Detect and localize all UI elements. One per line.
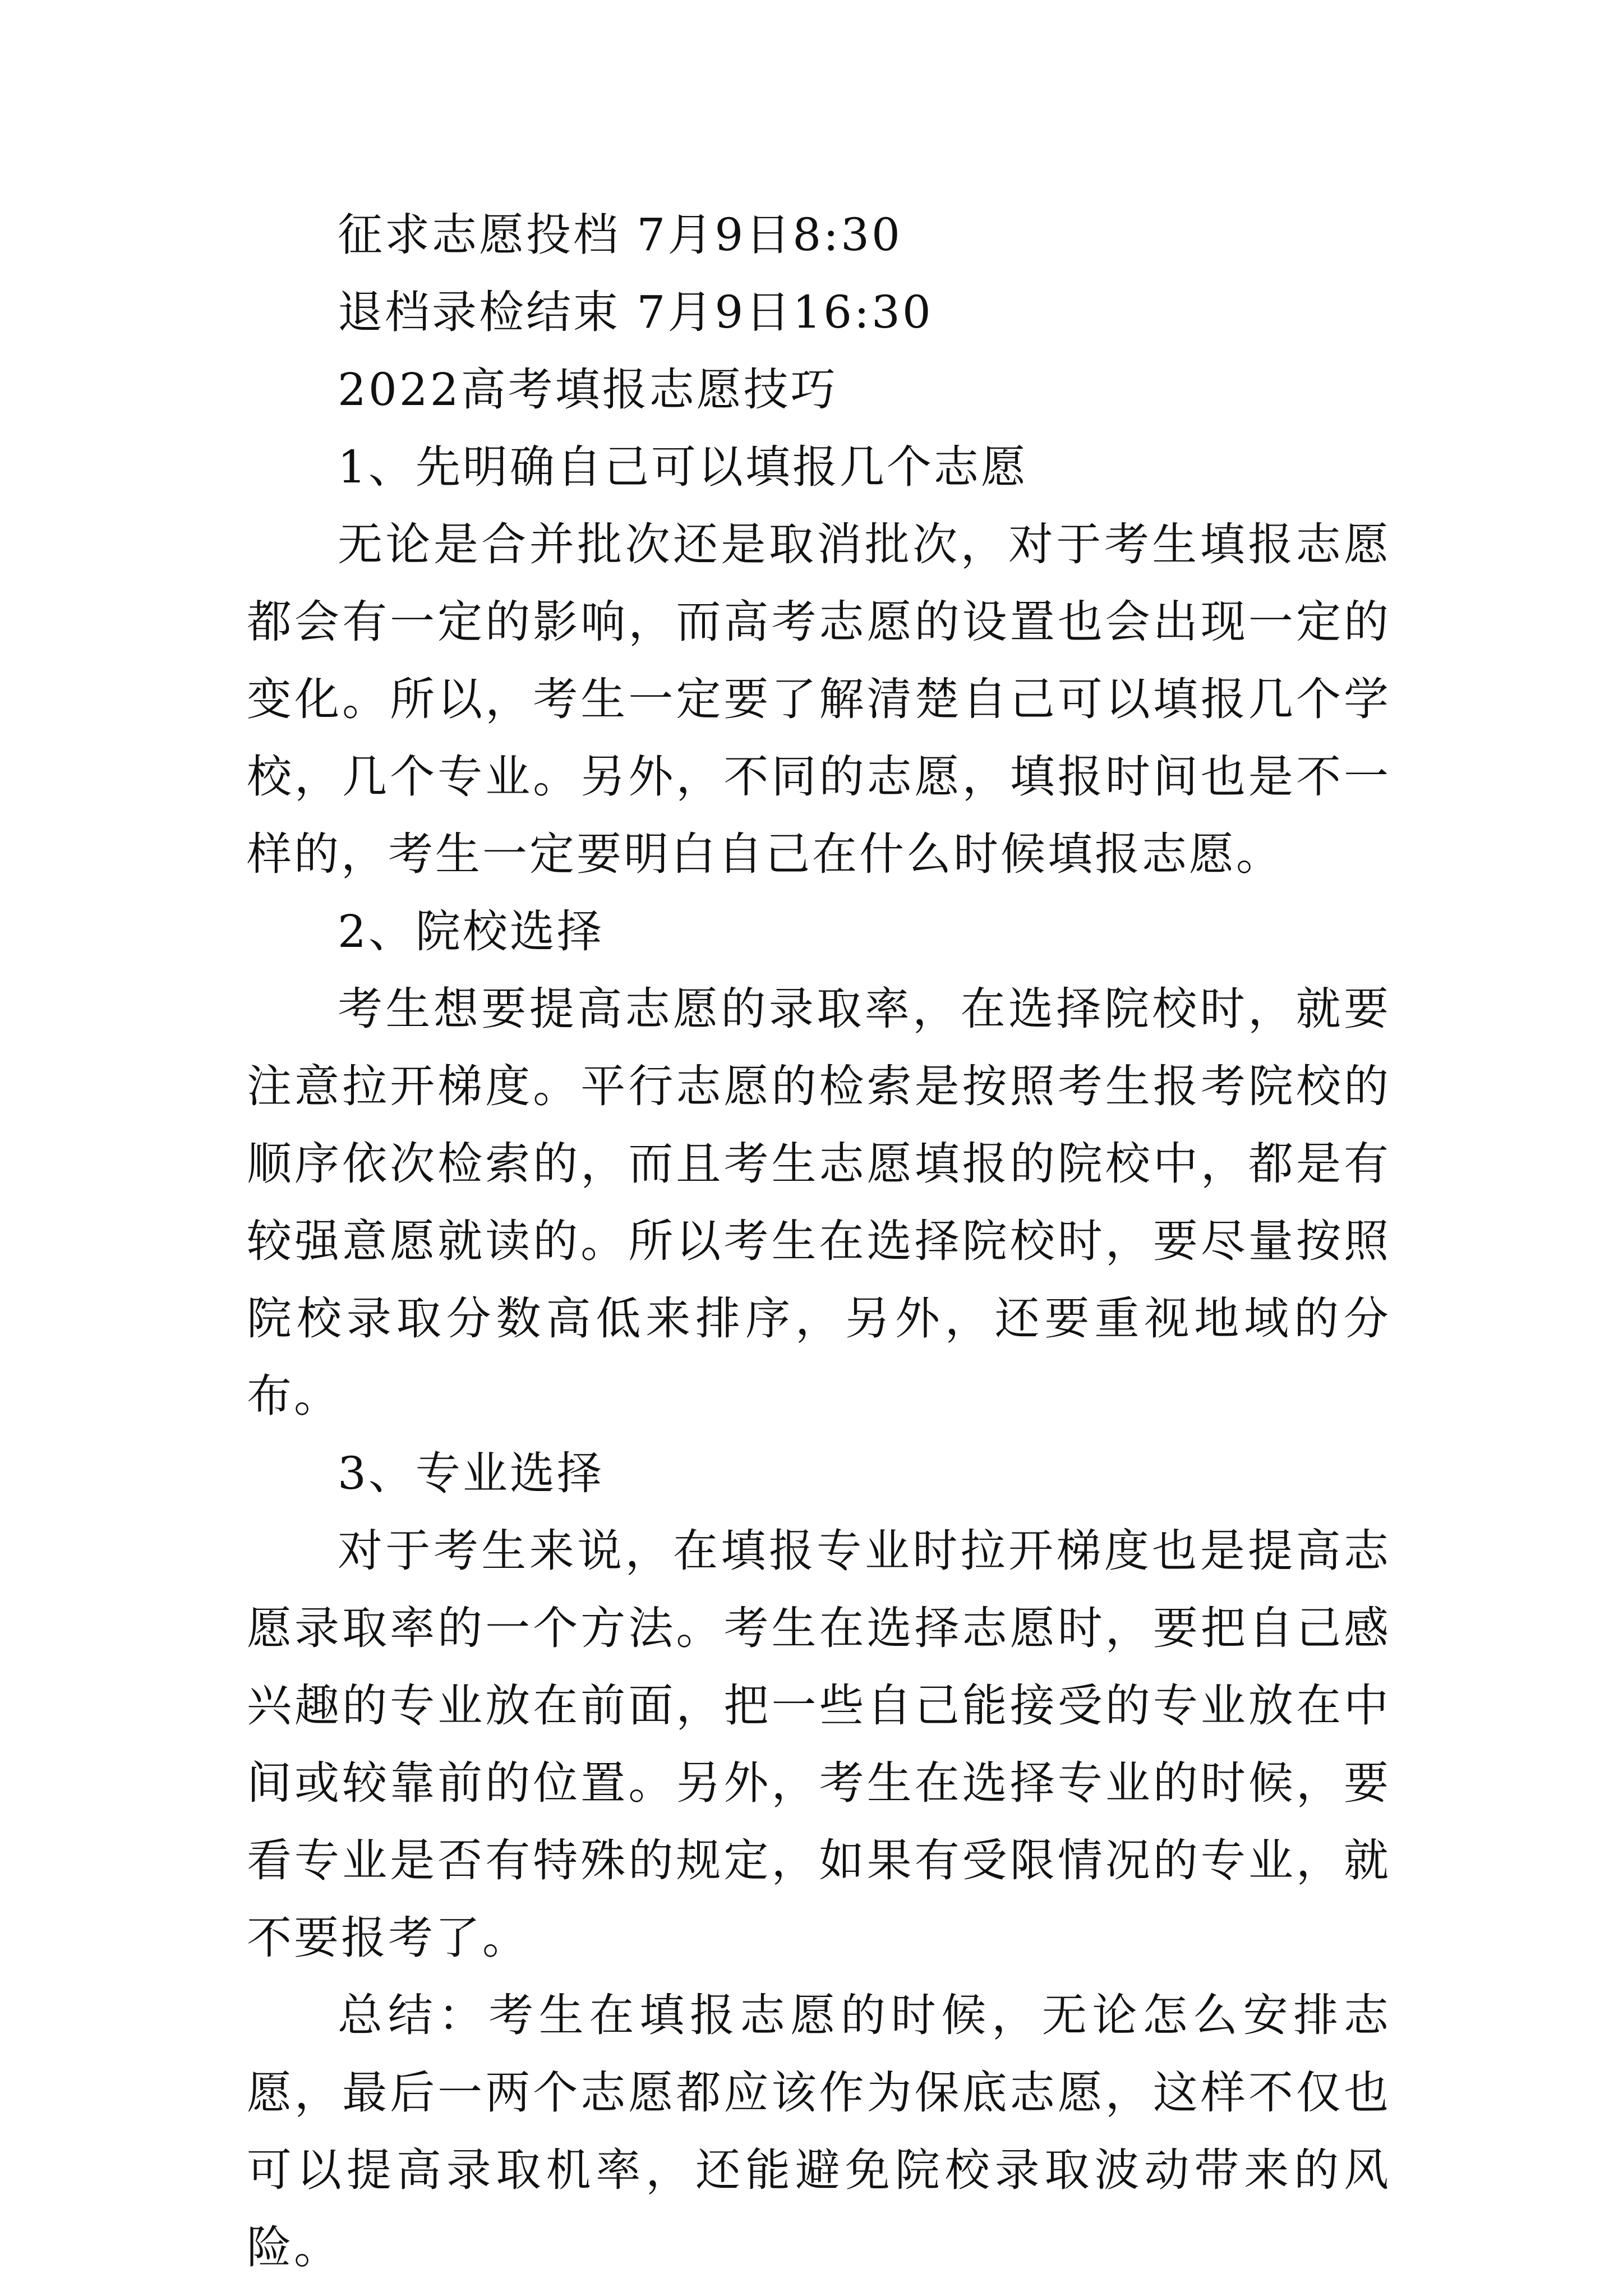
section-body-1: 无论是合并批次还是取消批次，对于考生填报志愿都会有一定的影响，而高考志愿的设置也会出现一定的变化。所以，考生一定要了解清楚自己可以填报几个学校，几个专业。另外，不同的志愿，填报时间也是不一样的，考生一定要明白自己在什么时候填报志愿。 — [247, 518, 1391, 880]
section-heading-3: 3、专业选择 — [338, 1447, 604, 1499]
document-title: 2022高考填报志愿技巧 — [338, 364, 838, 416]
schedule-line-withdraw: 退档录检结束 7月9日16:30 — [338, 286, 933, 338]
section-body-3: 对于考生来说，在填报专业时拉开梯度也是提高志愿录取率的一个方法。考生在选择志愿时，要把自己感兴趣的专业放在前面，把一些自己能接受的专业放在中间或较靠前的位置。另外，考生在选择专业的时候，要看专业是否有特殊的规定，如果有受限情况的专业，就不要报考了。 — [247, 1525, 1391, 1964]
document-body — [247, 196, 1391, 2286]
schedule-line-solicit: 征求志愿投档 7月9日8:30 — [338, 209, 902, 261]
section-heading-1: 1、先明确自己可以填报几个志愿 — [338, 441, 1028, 493]
section-body-2: 考生想要提高志愿的录取率，在选择院校时，就要注意拉开梯度。平行志愿的检索是按照考生报考院校的顺序依次检索的，而且考生志愿填报的院校中，都是有较强意愿就读的。所以考生在选择院校时，要尽量按照院校录取分数高低来排序，另外，还要重视地域的分布。 — [247, 983, 1391, 1422]
summary-paragraph: 总结：考生在填报志愿的时候，无论怎么安排志愿，最后一两个志愿都应该作为保底志愿，这样不仅也可以提高录取机率，还能避免院校录取波动带来的风险。 — [247, 1989, 1391, 2274]
section-heading-2: 2、院校选择 — [338, 905, 604, 958]
